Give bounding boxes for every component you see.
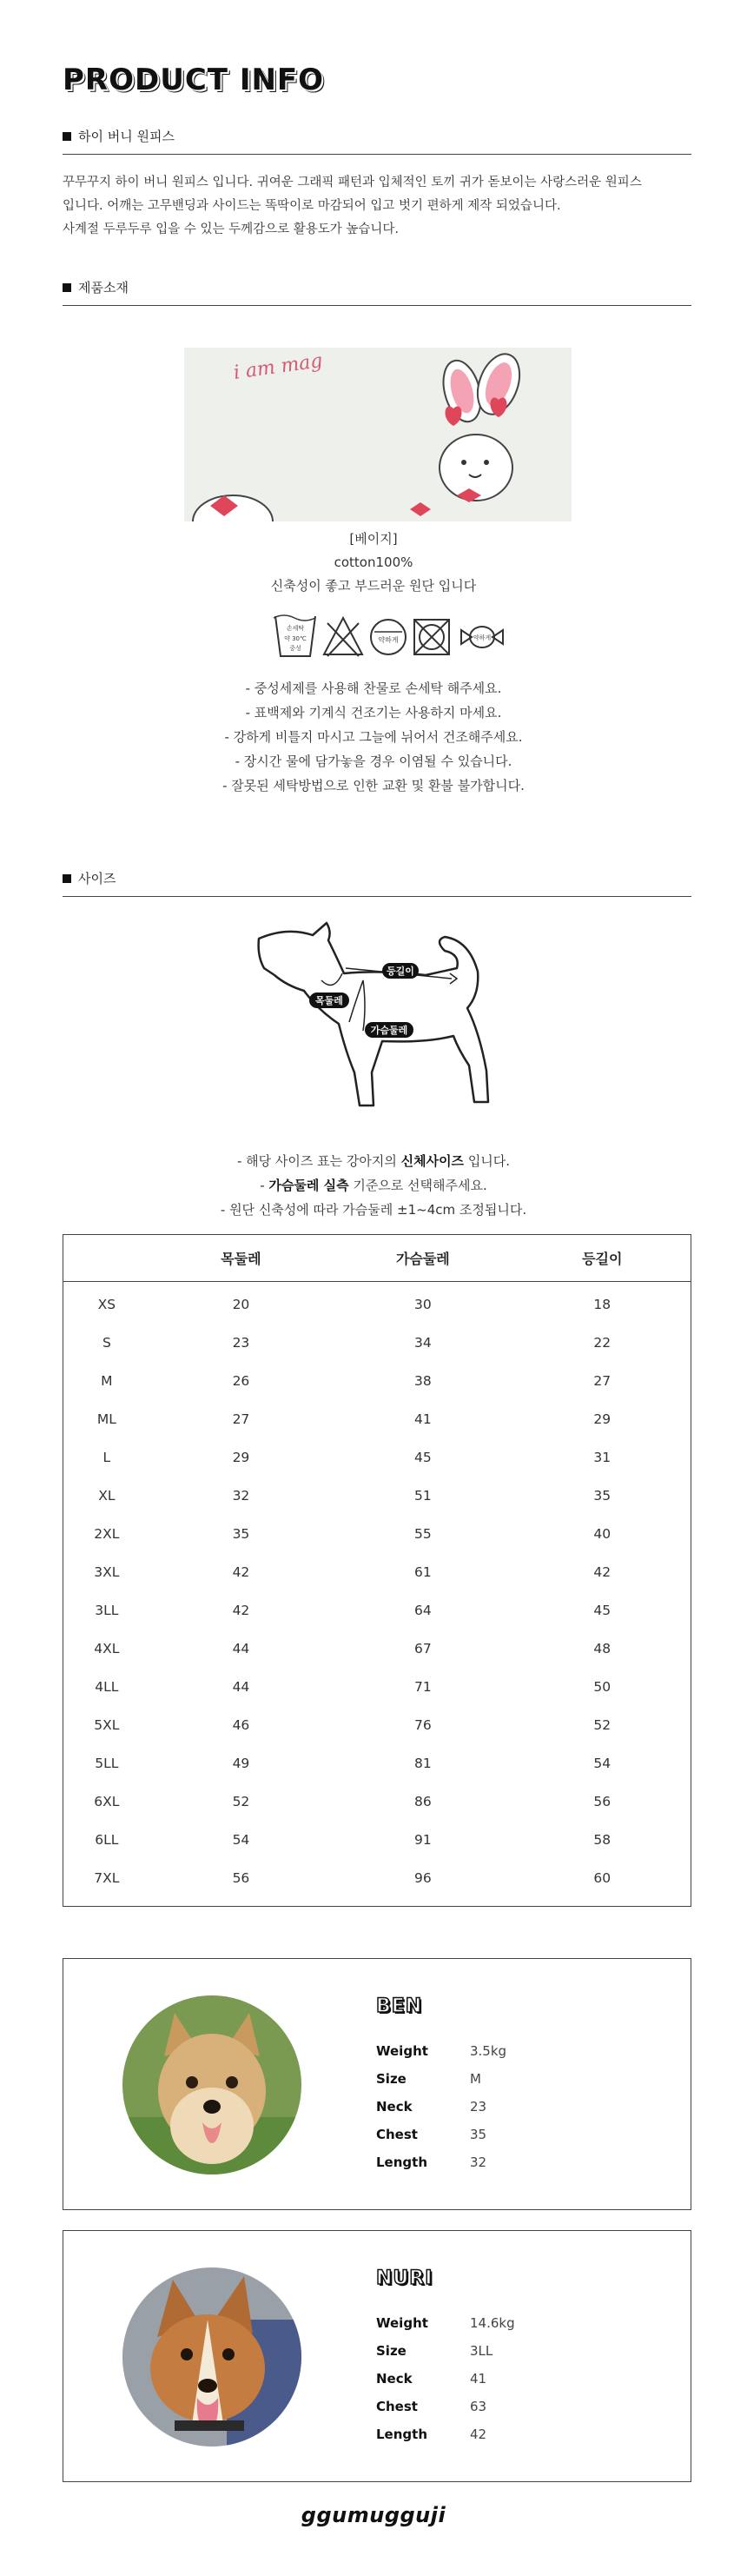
care-note: - 장시간 물에 담가놓을 경우 이염될 수 있습니다. [235, 754, 512, 769]
table-cell: 46 [232, 1717, 250, 1733]
care-notes [0, 676, 747, 798]
section-head-product [63, 127, 691, 155]
spec-weight: Weight 14.6kg [376, 2315, 515, 2331]
table-row [63, 1362, 691, 1400]
spec-neck: Neck 23 [376, 2099, 487, 2115]
table-row [63, 1630, 691, 1668]
product-description [63, 171, 691, 242]
table-cell: 45 [593, 1603, 611, 1618]
section-head-material [63, 278, 691, 306]
spec-length: Length 42 [376, 2427, 487, 2442]
fabric-note: 신축성이 좋고 부드러운 원단 입니다 [270, 578, 477, 594]
size-table [63, 1234, 691, 1907]
column-header-back: 등길이 [582, 1251, 623, 1267]
model-photo-ben [122, 1995, 301, 2174]
table-row [63, 1591, 691, 1630]
table-cell: 61 [413, 1564, 432, 1580]
table-row [63, 1668, 691, 1706]
table-cell: 35 [232, 1526, 250, 1542]
table-cell: 32 [232, 1488, 250, 1504]
hand-wash-icon [274, 615, 315, 656]
size-note: - 해당 사이즈 표는 강아지의 신체사이즈 입니다. [236, 1153, 511, 1169]
model-photo-nuri [122, 2267, 301, 2447]
table-cell: 27 [593, 1373, 611, 1389]
size-label-cell: 3LL [95, 1603, 119, 1618]
care-note: - 강하게 비틀지 마시고 그늘에 뉘어서 건조해주세요. [224, 729, 523, 745]
size-label-cell: 4LL [95, 1679, 119, 1695]
table-cell: 42 [232, 1564, 250, 1580]
diagram-label-back: 등길이 [387, 966, 414, 977]
table-cell: 64 [413, 1603, 432, 1618]
dog-measurement-diagram [252, 920, 504, 1128]
care-note: - 중성세제를 사용해 찬물로 손세탁 해주세요. [245, 681, 502, 696]
page-title: PRODUCT INFO [63, 63, 325, 97]
svg-text:중성: 중성 [289, 645, 301, 652]
size-table-body [63, 1282, 691, 1897]
table-cell: 18 [593, 1297, 611, 1312]
fabric-color: [베이지] [349, 531, 398, 547]
table-cell: 67 [413, 1641, 432, 1656]
size-table-header [63, 1235, 691, 1282]
size-label-cell: 6LL [95, 1832, 119, 1848]
table-cell: 35 [593, 1488, 611, 1504]
table-row [63, 1553, 691, 1591]
svg-text:약 30℃: 약 30℃ [284, 635, 307, 642]
size-label-cell: 4XL [94, 1641, 120, 1656]
table-cell: 20 [232, 1297, 250, 1312]
table-cell: 45 [413, 1450, 432, 1465]
table-cell: 54 [593, 1756, 611, 1771]
table-cell: 51 [413, 1488, 432, 1504]
table-cell: 50 [593, 1679, 611, 1695]
table-cell: 44 [232, 1641, 250, 1656]
table-row [63, 1859, 691, 1897]
table-row [63, 1821, 691, 1859]
table-row [63, 1324, 691, 1362]
size-label-cell: XL [98, 1488, 116, 1504]
table-cell: 38 [413, 1373, 432, 1389]
description-line: 꾸무꾸지 하이 버니 원피스 입니다. 귀여운 그래픽 패턴과 입체적인 토끼 귀가 돋보이는 사랑스러운 원피스 [63, 176, 642, 189]
spec-size: Size 3LL [376, 2343, 493, 2359]
no-bleach-icon [324, 618, 362, 656]
table-cell: 34 [413, 1335, 432, 1351]
dog-photo-nuri [122, 2267, 301, 2447]
table-cell: 55 [413, 1526, 432, 1542]
spec-length: Length 32 [376, 2154, 487, 2170]
table-cell: 30 [413, 1297, 432, 1312]
column-header-neck: 목둘레 [221, 1251, 261, 1267]
description-line: 사계절 두루두루 입을 수 있는 두께감으로 활용도가 높습니다. [63, 222, 400, 236]
size-label-cell: L [102, 1450, 111, 1465]
table-row [63, 1438, 691, 1477]
table-cell: 26 [232, 1373, 250, 1389]
spec-neck: Neck 41 [376, 2371, 487, 2387]
table-cell: 86 [413, 1794, 432, 1809]
brand-logo: ggumugguji [301, 2503, 446, 2527]
table-cell: 22 [593, 1335, 611, 1351]
table-cell: 48 [593, 1641, 611, 1656]
size-label-cell: 6XL [94, 1794, 120, 1809]
spec-weight: Weight 3.5kg [376, 2043, 507, 2059]
fabric-composition: cotton100% [334, 554, 413, 570]
model-card-nuri [63, 2230, 691, 2482]
table-cell: 56 [232, 1870, 250, 1886]
table-cell: 76 [413, 1717, 432, 1733]
table-cell: 29 [593, 1411, 611, 1427]
model-card-ben [63, 1958, 691, 2210]
care-note: - 잘못된 세탁방법으로 인한 교환 및 환불 불가합니다. [222, 778, 525, 793]
size-note: - 가슴둘레 실측 기준으로 선택해주세요. [260, 1178, 487, 1193]
fabric-print-text: i am mag [232, 349, 324, 384]
care-note: - 표백제와 기계식 건조기는 사용하지 마세요. [245, 705, 502, 720]
table-row [63, 1477, 691, 1515]
table-row [63, 1400, 691, 1438]
size-label-cell: 2XL [94, 1526, 120, 1542]
care-icons [272, 611, 506, 663]
table-row [63, 1515, 691, 1553]
model-name: NURI [376, 2267, 433, 2289]
table-cell: 71 [413, 1679, 432, 1695]
table-cell: 41 [413, 1411, 432, 1427]
table-row [63, 1783, 691, 1821]
table-row [63, 1285, 691, 1324]
table-cell: 29 [232, 1450, 250, 1465]
table-cell: 44 [232, 1679, 250, 1695]
size-notes [0, 1149, 747, 1222]
fabric-photo [184, 348, 572, 521]
table-cell: 60 [593, 1870, 611, 1886]
size-label-cell: 5XL [94, 1717, 120, 1733]
section-title: 제품소재 [78, 280, 129, 295]
size-label-cell: ML [96, 1411, 116, 1427]
size-label-cell: S [102, 1335, 111, 1351]
spec-chest: Chest 35 [376, 2127, 487, 2142]
size-label-cell: 5LL [95, 1756, 119, 1771]
fabric-pattern-image [184, 348, 572, 521]
svg-text:약하게: 약하게 [473, 634, 492, 641]
table-cell: 49 [232, 1756, 250, 1771]
iron-low-icon [371, 620, 406, 654]
table-cell: 31 [593, 1450, 611, 1465]
no-tumble-dry-icon [414, 620, 449, 654]
table-cell: 42 [232, 1603, 250, 1618]
description-line: 입니다. 어깨는 고무밴딩과 사이드는 똑딱이로 마감되어 입고 벗기 편하게 제작 되었습니다. [63, 199, 561, 213]
section-title: 사이즈 [78, 871, 116, 886]
table-cell: 56 [593, 1794, 611, 1809]
table-cell: 91 [413, 1832, 432, 1848]
table-cell: 54 [232, 1832, 250, 1848]
diagram-label-neck: 목둘레 [315, 995, 343, 1006]
svg-text:약하게: 약하게 [378, 636, 399, 644]
square-bullet-icon [63, 283, 71, 292]
diagram-label-chest: 가슴둘레 [370, 1025, 408, 1036]
dry-clean-low-icon [461, 627, 503, 647]
size-label-cell: 7XL [94, 1870, 120, 1886]
dog-outline-image [252, 920, 504, 1128]
table-cell: 58 [593, 1832, 611, 1848]
model-name: BEN [376, 1995, 423, 2017]
size-label-cell: 3XL [94, 1564, 120, 1580]
spec-chest: Chest 63 [376, 2399, 487, 2414]
square-bullet-icon [63, 874, 71, 883]
table-row [63, 1744, 691, 1783]
table-cell: 52 [232, 1794, 250, 1809]
svg-text:손세탁: 손세탁 [286, 625, 305, 632]
section-head-size [63, 869, 691, 897]
table-cell: 52 [593, 1717, 611, 1733]
size-label-cell: XS [97, 1297, 116, 1312]
section-title: 하이 버니 원피스 [78, 129, 175, 144]
square-bullet-icon [63, 132, 71, 141]
table-cell: 40 [593, 1526, 611, 1542]
table-cell: 27 [232, 1411, 250, 1427]
table-cell: 23 [232, 1335, 250, 1351]
spec-size: Size M [376, 2071, 481, 2087]
dog-photo-ben [122, 1995, 301, 2174]
table-cell: 96 [413, 1870, 432, 1886]
table-cell: 42 [593, 1564, 611, 1580]
size-label-cell: M [101, 1373, 113, 1389]
table-row [63, 1706, 691, 1744]
table-cell: 81 [413, 1756, 432, 1771]
column-header-chest: 가슴둘레 [395, 1251, 450, 1267]
size-note: - 원단 신축성에 따라 가슴둘레 ±1~4cm 조정됩니다. [220, 1202, 527, 1218]
